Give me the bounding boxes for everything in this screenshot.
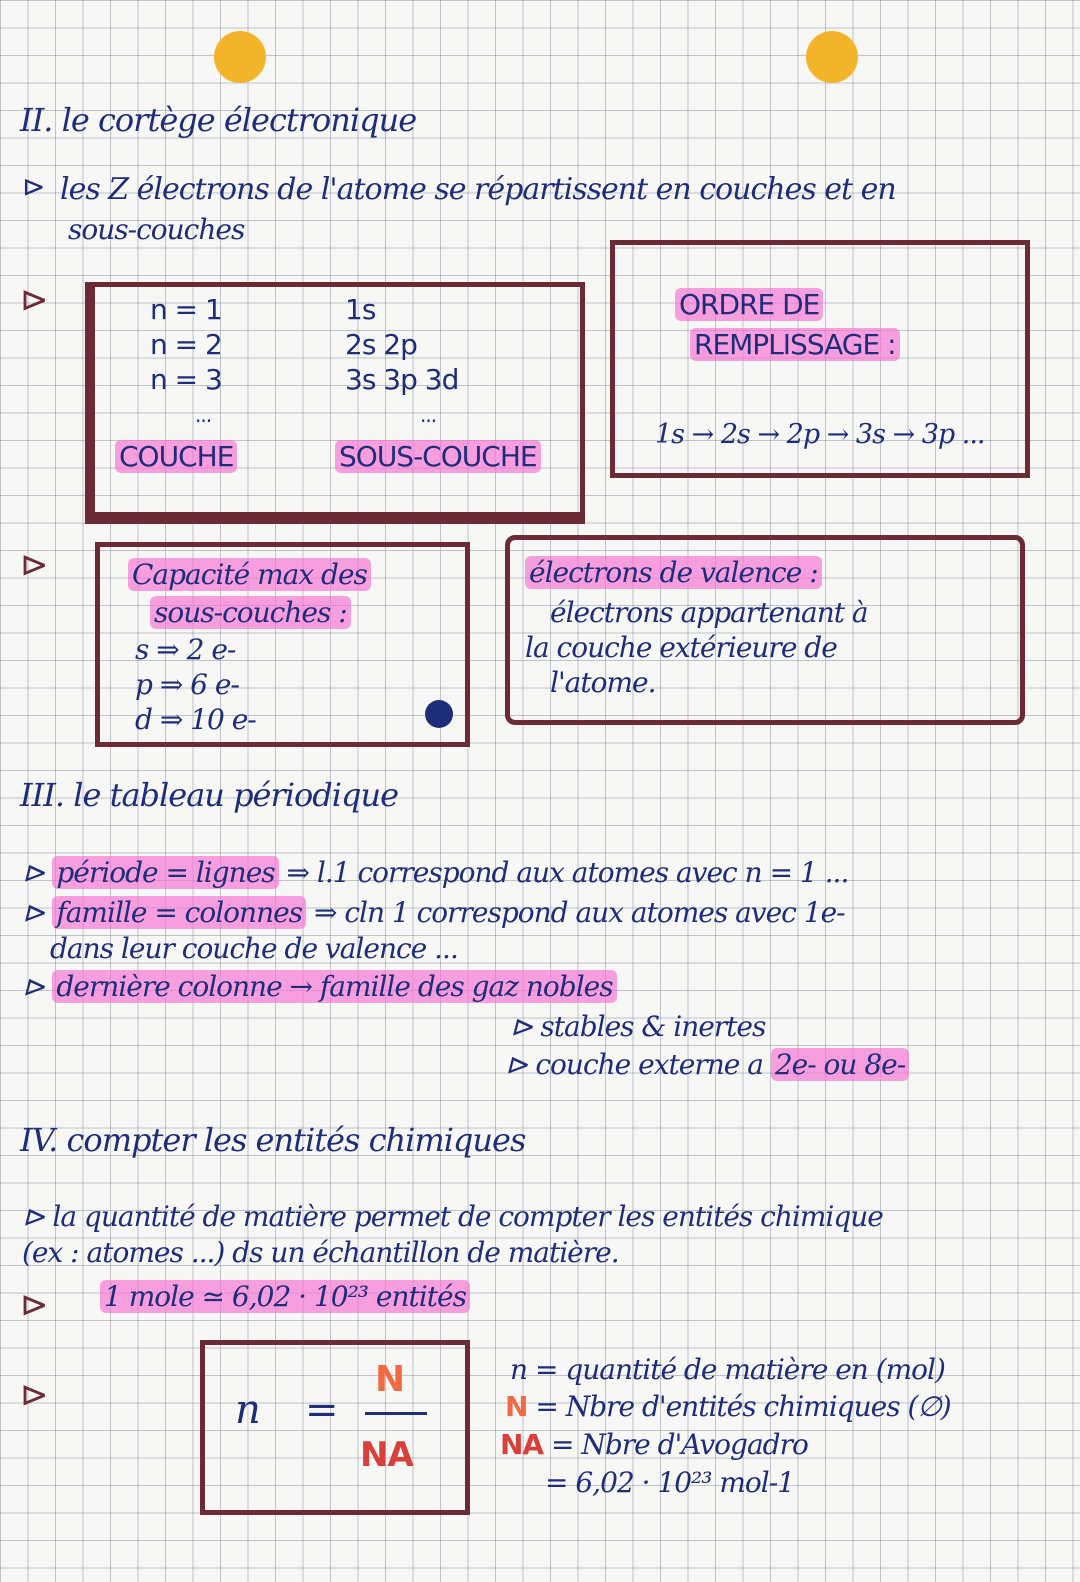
subshell-1: 1s	[345, 293, 376, 326]
derniere-line: ⊳ dernière colonne → famille des gaz nobles	[22, 972, 617, 1002]
scribble-dot-icon	[425, 700, 453, 728]
arrow-bullet-icon: ⊳	[20, 1375, 49, 1415]
subshell-more: ...	[420, 403, 437, 427]
binder-hole-left	[214, 31, 266, 83]
formula-n: n	[235, 1387, 260, 1433]
capacity-title-1	[128, 560, 371, 590]
legend-n	[510, 1355, 945, 1385]
order-title-1-text: ORDRE DE	[675, 288, 823, 321]
quantite-line: ⊳ la quantité de matière permet de compter les entités chimique	[22, 1200, 883, 1233]
legend-NA-symbol: NA	[500, 1428, 544, 1461]
mole-highlight: 1 mole ≃ 6,02 · 10²³ entités	[100, 1280, 470, 1313]
binder-hole-right	[806, 31, 858, 83]
capacity-s: s ⇒ 2 e-	[135, 633, 236, 666]
fraction-bar	[365, 1412, 427, 1415]
periode-line: ⊳ période = lignes ⇒ l.1 correspond aux atomes avec n = 1 ...	[22, 856, 849, 889]
order-sequence: 1s → 2s → 2p → 3s → 3p ...	[655, 419, 985, 450]
capacity-p: p ⇒ 6 e-	[135, 668, 239, 701]
stables-line: ⊳ stables & inertes	[510, 1010, 766, 1043]
famille-line: ⊳ famille = colonnes ⇒ cln 1 correspond aux atomes avec 1e-	[22, 896, 845, 929]
sous-couche-label	[335, 442, 541, 472]
section-3-title: III. le tableau périodique	[20, 776, 399, 814]
famille-rest: ⇒ cln 1 correspond aux atomes avec 1e-	[313, 896, 845, 929]
arrow-bullet-icon: ⊳	[20, 1285, 49, 1325]
valence-def-2: la couche extérieure de	[525, 631, 837, 664]
intro-line-2: sous-couches	[68, 213, 245, 246]
periode-highlight: période = lignes	[52, 856, 278, 889]
valence-def-1: électrons appartenant à	[550, 596, 868, 629]
sous-couche-label-text: SOUS-COUCHE	[335, 440, 541, 473]
capacity-title-1-text: Capacité max des	[128, 558, 371, 591]
order-title-2-text: REMPLISSAGE :	[690, 328, 900, 361]
formula-equals: =	[305, 1387, 338, 1433]
quantite-text: la quantité de matière permet de compter les entités chimique	[52, 1200, 883, 1233]
valence-title-text: électrons de valence :	[525, 556, 822, 589]
legend-N-text: = Nbre d'entités chimiques (∅)	[535, 1390, 951, 1423]
shell-3: n = 3	[150, 363, 222, 396]
legend-N-symbol: N	[505, 1390, 528, 1423]
legend-NA	[500, 1430, 808, 1460]
legend-NA-text: = Nbre d'Avogadro	[551, 1428, 808, 1461]
couche-externe-line: ⊳ couche externe a 2e- ou 8e-	[505, 1050, 909, 1080]
legend-NA-value	[545, 1468, 794, 1498]
subshell-3: 3s 3p 3d	[345, 363, 459, 396]
legend-NA-value-text: = 6,02 · 10²³ mol-1	[545, 1466, 795, 1499]
capacity-title-2	[150, 598, 351, 628]
couche-label	[115, 442, 237, 472]
couche-label-text: COUCHE	[115, 440, 237, 473]
quantite-line-2: (ex : atomes ...) ds un échantillon de matière.	[22, 1236, 619, 1269]
legend-N	[505, 1392, 951, 1422]
derniere-highlight: dernière colonne → famille des gaz nobles	[52, 970, 616, 1003]
shell-2: n = 2	[150, 328, 222, 361]
capacity-title-2-text: sous-couches :	[150, 596, 351, 629]
stables-text: stables & inertes	[540, 1010, 766, 1043]
formula-denominator: NA	[360, 1435, 413, 1475]
intro-line: les Z électrons de l'atome se répartissent en couches et en	[60, 172, 896, 207]
section-4-title: IV. compter les entités chimiques	[20, 1121, 526, 1159]
couche-externe-highlight: 2e- ou 8e-	[771, 1048, 909, 1081]
couche-externe-text: couche externe a	[535, 1048, 763, 1081]
arrow-bullet-icon: ⊳	[20, 280, 49, 320]
valence-def-3: l'atome.	[550, 666, 656, 699]
famille-line-2: dans leur couche de valence ...	[50, 932, 458, 965]
legend-n-text: = quantité de matière en (mol)	[534, 1353, 945, 1386]
mole-line	[100, 1282, 470, 1312]
famille-highlight: famille = colonnes	[52, 896, 306, 929]
capacity-d: d ⇒ 10 e-	[135, 703, 256, 736]
legend-n-symbol: n	[510, 1353, 528, 1386]
valence-title	[525, 558, 822, 588]
arrow-bullet-icon: ⊳	[22, 170, 46, 203]
subshell-2: 2s 2p	[345, 328, 417, 361]
section-2-title: II. le cortège électronique	[20, 101, 417, 139]
arrow-bullet-icon: ⊳	[20, 545, 49, 585]
periode-rest: ⇒ l.1 correspond aux atomes avec n = 1 ...	[286, 856, 849, 889]
order-title-2	[690, 330, 900, 360]
shell-more: ...	[195, 403, 212, 427]
shell-1: n = 1	[150, 293, 222, 326]
formula-numerator: N	[375, 1359, 405, 1400]
order-title-1	[675, 290, 823, 320]
